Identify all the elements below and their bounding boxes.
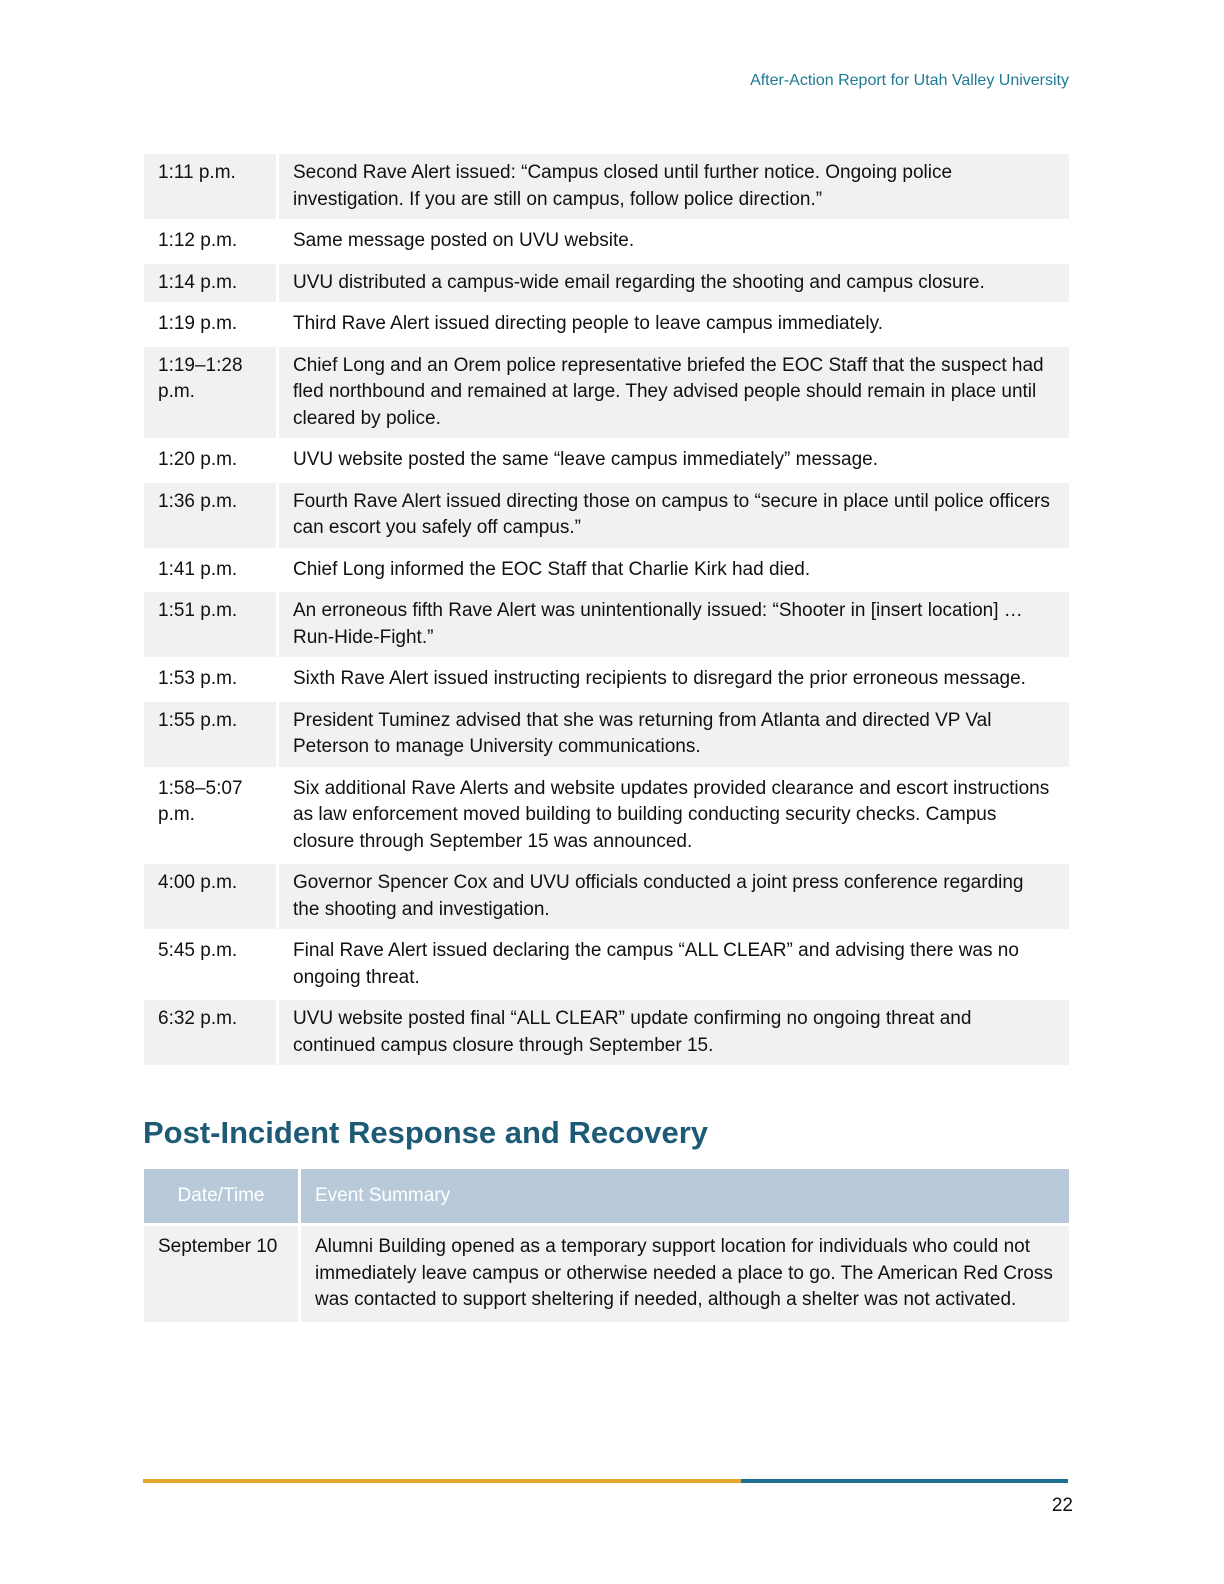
- post-incident-table: [144, 1169, 1069, 1322]
- time-cell: 1:19–1:28 p.m.: [144, 347, 279, 442]
- time-cell: 1:41 p.m.: [144, 551, 279, 593]
- table-row: [144, 305, 1069, 347]
- time-cell: 1:58–5:07 p.m.: [144, 770, 279, 865]
- event-cell: UVU website posted final “ALL CLEAR” update confirming no ongoing threat and continued campus closure through September 15.: [279, 1000, 1069, 1068]
- section-heading: Post-Incident Response and Recovery: [143, 1115, 709, 1150]
- summary-cell: Alumni Building opened as a temporary support location for individuals who could not immediately leave campus or otherwise needed a place to go. The American Red Cross was contacted to support sheltering if needed, although a shelter was not activated.: [301, 1226, 1069, 1322]
- event-cell: Final Rave Alert issued declaring the campus “ALL CLEAR” and advising there was no ongoing threat.: [279, 932, 1069, 1000]
- table-row: [144, 347, 1069, 442]
- event-cell: Governor Spencer Cox and UVU officials conducted a joint press conference regarding the shooting and investigation.: [279, 864, 1069, 932]
- time-cell: 4:00 p.m.: [144, 864, 279, 932]
- time-cell: 1:19 p.m.: [144, 305, 279, 347]
- time-cell: 1:53 p.m.: [144, 660, 279, 702]
- time-cell: 1:36 p.m.: [144, 483, 279, 551]
- event-cell: Same message posted on UVU website.: [279, 222, 1069, 264]
- table-header-row: [144, 1169, 1069, 1226]
- event-cell: Six additional Rave Alerts and website updates provided clearance and escort instructions as law enforcement moved building to building conducting security checks. Campus closure through September 15 was announced.: [279, 770, 1069, 865]
- table-row: [144, 864, 1069, 932]
- time-cell: 1:20 p.m.: [144, 441, 279, 483]
- table-row: [144, 1000, 1069, 1068]
- running-header: After-Action Report for Utah Valley University: [750, 72, 1069, 89]
- time-cell: 1:51 p.m.: [144, 592, 279, 660]
- event-cell: UVU distributed a campus-wide email regarding the shooting and campus closure.: [279, 264, 1069, 306]
- event-cell: Second Rave Alert issued: “Campus closed until further notice. Ongoing police investigation. If you are still on campus, follow police direction.”: [279, 154, 1069, 222]
- time-cell: 1:11 p.m.: [144, 154, 279, 222]
- table-row: [144, 551, 1069, 593]
- table-row: [144, 483, 1069, 551]
- footer-rule-blue: [741, 1479, 1068, 1483]
- time-cell: 1:12 p.m.: [144, 222, 279, 264]
- page-number: 22: [1051, 1495, 1073, 1516]
- table-row: [144, 592, 1069, 660]
- table-row: [144, 770, 1069, 865]
- timeline-table: [144, 154, 1069, 1068]
- time-cell: 1:55 p.m.: [144, 702, 279, 770]
- event-cell: Fourth Rave Alert issued directing those on campus to “secure in place until police officers can escort you safely off campus.”: [279, 483, 1069, 551]
- event-cell: Sixth Rave Alert issued instructing recipients to disregard the prior erroneous message.: [279, 660, 1069, 702]
- event-cell: An erroneous fifth Rave Alert was unintentionally issued: “Shooter in [insert location] … Run-Hide-Fight.”: [279, 592, 1069, 660]
- table-row: [144, 660, 1069, 702]
- table-row: [144, 154, 1069, 222]
- time-cell: 1:14 p.m.: [144, 264, 279, 306]
- event-cell: UVU website posted the same “leave campus immediately” message.: [279, 441, 1069, 483]
- table-row: [144, 441, 1069, 483]
- table-row: [144, 702, 1069, 770]
- event-cell: Chief Long informed the EOC Staff that Charlie Kirk had died.: [279, 551, 1069, 593]
- column-header-summary: Event Summary: [301, 1169, 1069, 1226]
- table-row: [144, 1226, 1069, 1322]
- time-cell: 6:32 p.m.: [144, 1000, 279, 1068]
- event-cell: Third Rave Alert issued directing people to leave campus immediately.: [279, 305, 1069, 347]
- table-row: [144, 222, 1069, 264]
- event-cell: Chief Long and an Orem police representative briefed the EOC Staff that the suspect had fled northbound and remained at large. They advised people should remain in place until cleared by police.: [279, 347, 1069, 442]
- table-row: [144, 264, 1069, 306]
- time-cell: 5:45 p.m.: [144, 932, 279, 1000]
- column-header-date: Date/Time: [144, 1169, 301, 1226]
- footer-rule-gold: [143, 1479, 741, 1483]
- table-row: [144, 932, 1069, 1000]
- event-cell: President Tuminez advised that she was returning from Atlanta and directed VP Val Peterson to manage University communications.: [279, 702, 1069, 770]
- date-cell: September 10: [144, 1226, 301, 1322]
